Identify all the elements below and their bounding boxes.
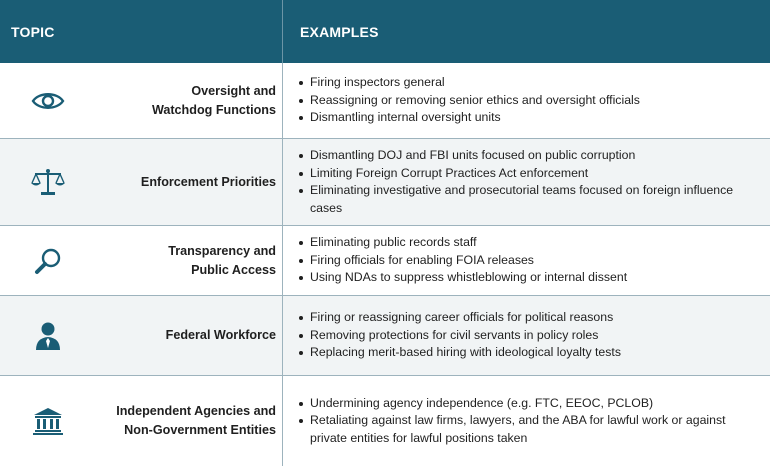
eye-icon (28, 81, 68, 121)
examples-list (299, 309, 750, 362)
list-item: Eliminating public records staff (299, 234, 750, 252)
examples-cell (283, 139, 770, 225)
list-item: Firing officials for enabling FOIA releases (299, 252, 750, 270)
examples-cell (283, 63, 770, 138)
list-item: Retaliating against law firms, lawyers, and the ABA for lawful work or against private entities for lawful positions taken (299, 412, 750, 447)
topic-cell (0, 226, 283, 295)
topic-label: Transparency and Public Access (168, 243, 276, 277)
topic-label: Oversight and Watchdog Functions (151, 83, 276, 117)
topic-label: Federal Workforce (165, 328, 276, 342)
table-row (0, 139, 770, 226)
examples-cell (283, 226, 770, 295)
examples-cell (283, 376, 770, 466)
table-row (0, 63, 770, 139)
magnifier-icon (28, 241, 68, 281)
scales-icon (28, 162, 68, 202)
examples-list (299, 74, 750, 127)
list-item: Reassigning or removing senior ethics and oversight officials (299, 92, 750, 110)
list-item: Using NDAs to suppress whistleblowing or internal dissent (299, 269, 750, 287)
topic-label: Enforcement Priorities (140, 174, 276, 189)
list-item: Dismantling DOJ and FBI units focused on public corruption (299, 147, 750, 165)
building-icon (28, 401, 68, 441)
list-item: Limiting Foreign Corrupt Practices Act enforcement (299, 165, 750, 183)
topic-cell (0, 376, 283, 466)
examples-list (299, 234, 750, 287)
list-item: Undermining agency independence (e.g. FTC, EEOC, PCLOB) (299, 395, 750, 413)
list-item: Removing protections for civil servants in policy roles (299, 327, 750, 345)
table-row (0, 376, 770, 466)
list-item: Firing or reassigning career officials for political reasons (299, 309, 750, 327)
list-item: Firing inspectors general (299, 74, 750, 92)
list-item: Replacing merit-based hiring with ideological loyalty tests (299, 344, 750, 362)
list-item: Eliminating investigative and prosecutorial teams focused on foreign influence cases (299, 182, 750, 217)
examples-column-header: EXAMPLES (300, 23, 379, 40)
topic-label: Independent Agencies and Non-Government Entities (116, 404, 276, 437)
topic-cell (0, 139, 283, 225)
topic-cell (0, 296, 283, 375)
examples-cell (283, 296, 770, 375)
examples-list (299, 395, 750, 448)
examples-list (299, 147, 750, 217)
table-row (0, 226, 770, 296)
table-row (0, 296, 770, 376)
table-header (0, 0, 770, 63)
topic-cell (0, 63, 283, 138)
person-icon (28, 316, 68, 356)
list-item: Dismantling internal oversight units (299, 109, 750, 127)
topic-column-header: TOPIC (0, 0, 283, 63)
